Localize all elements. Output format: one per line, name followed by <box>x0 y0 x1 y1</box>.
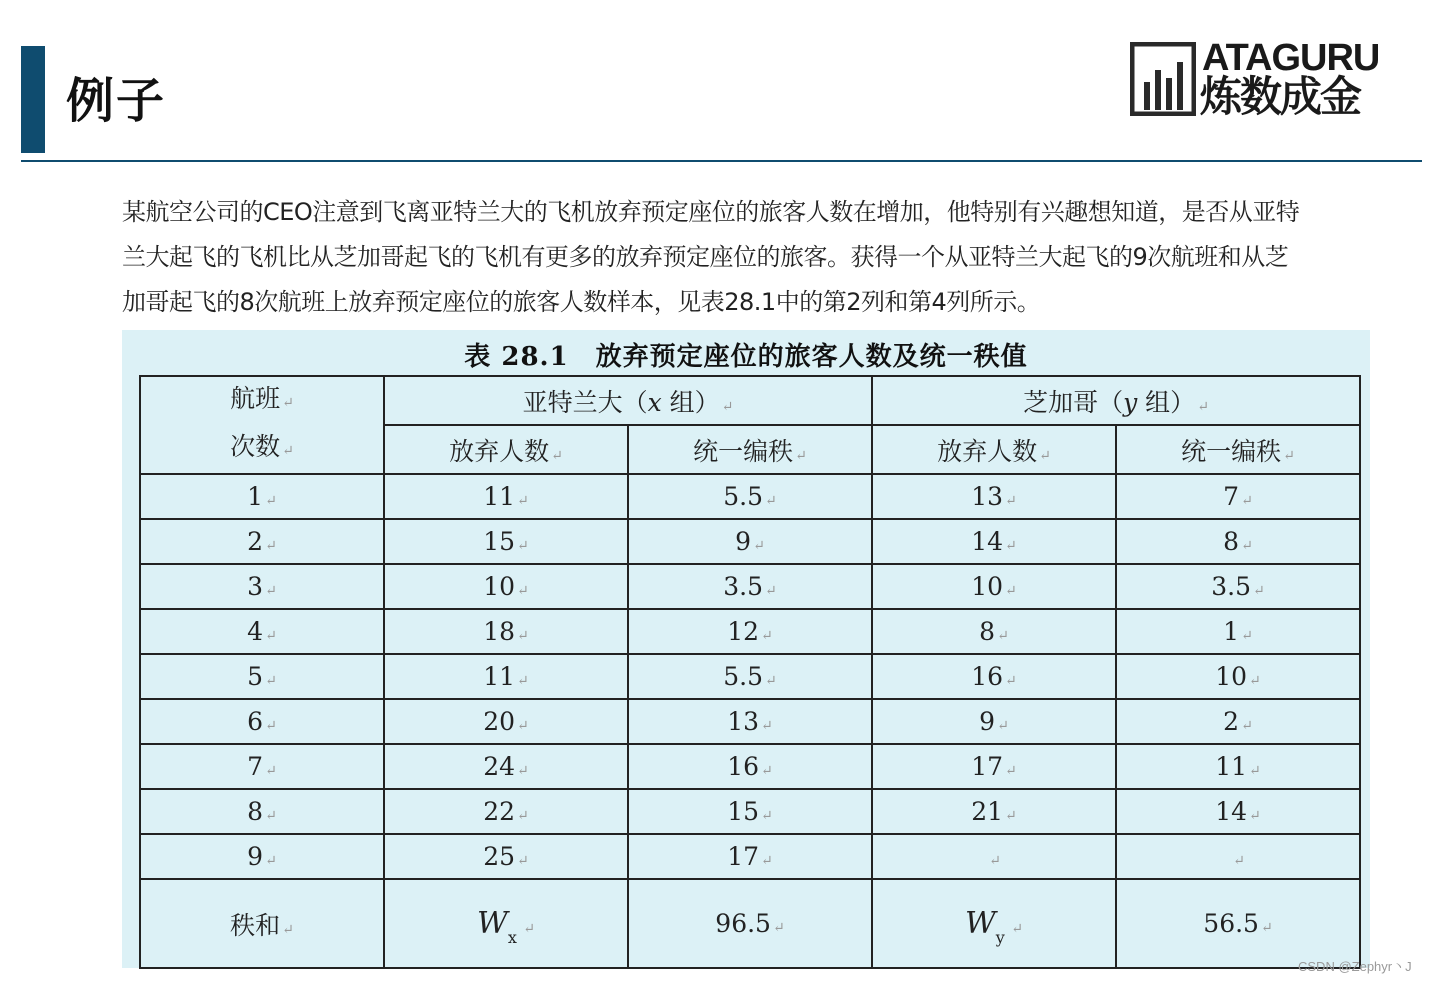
table-row <box>140 699 1360 744</box>
cell-x-rank: 15 ↵ <box>628 789 872 834</box>
col-header-y-rank: 统一编秩 ↵ <box>1116 425 1360 474</box>
table-row <box>140 834 1360 879</box>
cell-y-rank: 8 ↵ <box>1116 519 1360 564</box>
cell-x-rank: 3.5 ↵ <box>628 564 872 609</box>
cell-y-count: 14 ↵ <box>872 519 1116 564</box>
cell-x-rank: 12 ↵ <box>628 609 872 654</box>
cell-y-count: 10 ↵ <box>872 564 1116 609</box>
group-header-x: 亚特兰大（x 组） ↵ <box>384 376 872 425</box>
cell-x-rank: 17 ↵ <box>628 834 872 879</box>
wy-symbol: $W_y$ ↵ <box>872 879 1116 968</box>
cell-y-count: 16 ↵ <box>872 654 1116 699</box>
wy-value: 56.5 ↵ <box>1116 879 1360 968</box>
cell-x-rank: 13 ↵ <box>628 699 872 744</box>
rank-sum-row <box>140 879 1360 968</box>
cell-x-rank: 16 ↵ <box>628 744 872 789</box>
table-row <box>140 609 1360 654</box>
cell-y-count: 8 ↵ <box>872 609 1116 654</box>
col-header-x-count: 放弃人数 ↵ <box>384 425 628 474</box>
cell-x-count: 20 ↵ <box>384 699 628 744</box>
cell-flight: 5 ↵ <box>140 654 384 699</box>
cell-y-rank: 1 ↵ <box>1116 609 1360 654</box>
page-title: 例子 <box>66 73 167 129</box>
cell-flight: 8 ↵ <box>140 789 384 834</box>
cell-x-count: 15 ↵ <box>384 519 628 564</box>
logo-text-cn: 炼数成金 <box>1200 72 1361 121</box>
table-row <box>140 564 1360 609</box>
logo-text-en: ATAGURU <box>1202 37 1380 79</box>
cell-y-count: 9 ↵ <box>872 699 1116 744</box>
cell-y-rank: 2 ↵ <box>1116 699 1360 744</box>
cell-x-rank: 5.5 ↵ <box>628 654 872 699</box>
cell-flight: 7 ↵ <box>140 744 384 789</box>
cell-y-count: 17 ↵ <box>872 744 1116 789</box>
sum-label: 秩和 ↵ <box>140 879 384 968</box>
watermark: CSDN @Zephyr丶J <box>1298 959 1412 974</box>
cell-x-count: 25 ↵ <box>384 834 628 879</box>
intro-line: 某航空公司的CEO注意到飞离亚特兰大的飞机放弃预定座位的旅客人数在增加，他特别有兴趣想知道，是否从亚特 <box>122 198 1300 226</box>
cell-flight: 3 ↵ <box>140 564 384 609</box>
cell-x-count: 18 ↵ <box>384 609 628 654</box>
table-row <box>140 789 1360 834</box>
table-row <box>140 519 1360 564</box>
table-row <box>140 744 1360 789</box>
cell-x-count: 10 ↵ <box>384 564 628 609</box>
cell-y-count: ↵ <box>872 834 1116 879</box>
table-row <box>140 654 1360 699</box>
table-panel <box>122 330 1370 968</box>
col-header-y-count: 放弃人数 ↵ <box>872 425 1116 474</box>
cell-y-rank: 14 ↵ <box>1116 789 1360 834</box>
cell-x-count: 24 ↵ <box>384 744 628 789</box>
stub-header: 航班 ↵ 次数 ↵ <box>140 376 384 474</box>
cell-flight: 1 ↵ <box>140 474 384 519</box>
col-header-x-rank: 统一编秩 ↵ <box>628 425 872 474</box>
cell-x-rank: 5.5 ↵ <box>628 474 872 519</box>
intro-paragraph <box>122 190 1407 325</box>
cell-x-rank: 9 ↵ <box>628 519 872 564</box>
cell-y-count: 21 ↵ <box>872 789 1116 834</box>
intro-line: 兰大起飞的飞机比从芝加哥起飞的飞机有更多的放弃预定座位的旅客。获得一个从亚特兰大起飞的9次航班和从芝 <box>122 243 1289 271</box>
cell-y-rank: 11 ↵ <box>1116 744 1360 789</box>
cell-y-rank: 3.5 ↵ <box>1116 564 1360 609</box>
cell-flight: 4 ↵ <box>140 609 384 654</box>
wx-value: 96.5 ↵ <box>628 879 872 968</box>
table-row <box>140 474 1360 519</box>
title-accent-bar <box>21 46 45 153</box>
cell-flight: 9 ↵ <box>140 834 384 879</box>
ataguru-logo <box>1128 37 1433 122</box>
group-header-y: 芝加哥（y 组） ↵ <box>872 376 1360 425</box>
intro-line: 加哥起飞的8次航班上放弃预定座位的旅客人数样本，见表28.1中的第2列和第4列所示。 <box>122 288 1041 316</box>
stub-header-line1: 航班 <box>230 384 281 413</box>
cell-flight: 6 ↵ <box>140 699 384 744</box>
cell-x-count: 11 ↵ <box>384 474 628 519</box>
cell-y-rank: 10 ↵ <box>1116 654 1360 699</box>
cell-y-rank: ↵ <box>1116 834 1360 879</box>
cell-y-rank: 7 ↵ <box>1116 474 1360 519</box>
stub-header-line2: 次数 <box>230 432 281 461</box>
data-table <box>139 375 1361 969</box>
cell-x-count: 22 ↵ <box>384 789 628 834</box>
cell-flight: 2 ↵ <box>140 519 384 564</box>
cell-y-count: 13 ↵ <box>872 474 1116 519</box>
wx-symbol: $W_x$ ↵ <box>384 879 628 968</box>
cell-x-count: 11 ↵ <box>384 654 628 699</box>
logo-bar-chart-icon <box>1130 42 1196 116</box>
title-divider <box>21 160 1422 162</box>
table-caption: 表 28.1 放弃预定座位的旅客人数及统一秩值 <box>464 342 1028 372</box>
